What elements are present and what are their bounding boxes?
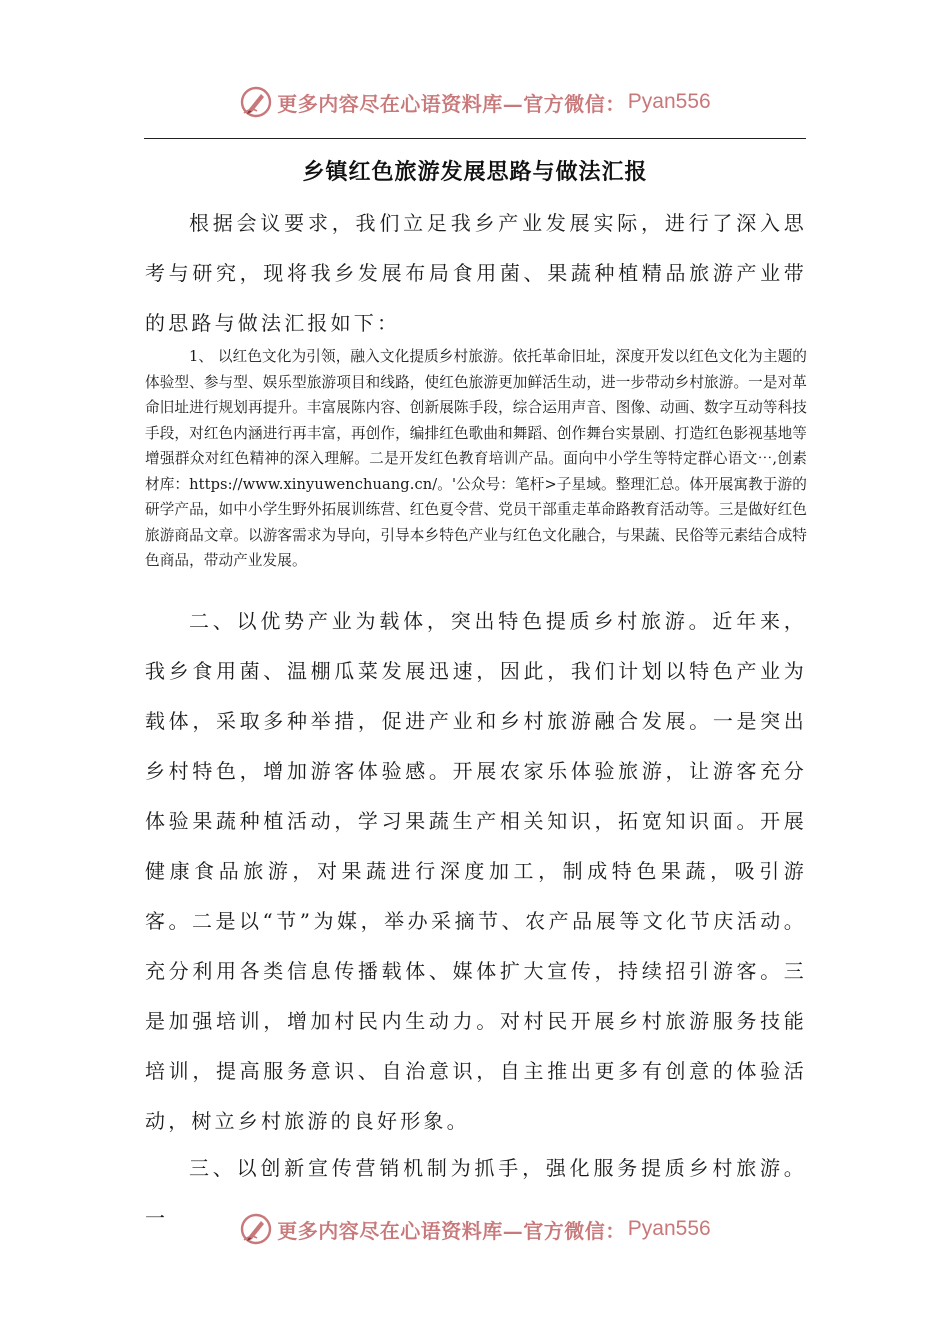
document-title: 乡镇红色旅游发展思路与做法汇报: [302, 159, 648, 185]
section-1-text: 以红色文化为引领，融入文化提质乡村旅游。依托革命旧址，深度开发以红色文化为主题的体验型、参与型、娱乐型旅游项目和线路，使红色旅游更加鲜活生动，进一步带动乡村旅游。一是对革命旧址进行规划再提升。丰富展陈内容、创新展陈手段，综合运用声音、图像、动画、数字互动等科技手段，对红色内涵进行再丰富，再创作，编排红色歌曲和舞蹈、创作舞台实景剧、打造红色影视基地等增强群众对红色精神的深入理解。二是开发红色教育培训产品。面向中小学生等特定群心语文⋯,创素材库：https://www.xinyuwenchuang.cn/。'公众号：笔杆>子星域。整理汇总。体开展寓教于游的研学产品，如中小学生野外拓展训练营、红色夏令营、党员干部重走革命路教育活动等。三是做好红色旅游商品文章。以游客需求为导向，引导本乡特色产业与红色文化融合，与果蔬、民俗等元素结合成特色商品，带动产业发展。: [145, 348, 807, 569]
banner-text: 更多内容尽在心语资料库—官方微信：: [277, 1218, 626, 1243]
section-2-paragraph: 二、以优势产业为载体，突出特色提质乡村旅游。近年来，我乡食用菌、温棚瓜菜发展迅速，因此，我们计划以特色产业为载体，采取多种举措，促进产业和乡村旅游融合发展。一是突出乡村特色，增加游客体验感。开展农家乐体验旅游，让游客充分体验果蔬种植活动，学习果蔬生产相关知识，拓宽知识面。开展健康食品旅游，对果蔬进行深度加工，制成特色果蔬，吸引游客。二是以“节”为媒，举办采摘节、农产品展等文化节庆活动。充分利用各类信息传播载体、媒体扩大宣传，持续招引游客。三是加强培训，增加村民内生动力。对村民开展乡村旅游服务技能培训，提高服务意识、自治意识，自主推出更多有创意的体验活动，树立乡村旅游的良好形象。: [145, 609, 807, 1133]
banner-text: 更多内容尽在心语资料库—官方微信：: [277, 91, 626, 116]
banner-wechat-id: Pyan556: [627, 90, 711, 113]
header-divider: [144, 138, 806, 139]
footer-watermark-banner: [0, 1209, 950, 1249]
header-watermark-banner: [0, 82, 950, 122]
section-3-paragraph: 三、以创新宣传营销机制为抓手，强化服务提质乡村旅游。一: [145, 1156, 807, 1230]
pen-logo-icon: [239, 85, 273, 119]
pen-logo-icon: [239, 1212, 273, 1246]
section-1-paragraph: [145, 344, 807, 574]
section-1-number: 1、: [189, 348, 214, 365]
intro-paragraph: 根据会议要求，我们立足我乡产业发展实际，进行了深入思考与研究，现将我乡发展布局食用菌、果蔬种植精品旅游产业带的思路与做法汇报如下：: [145, 211, 807, 335]
banner-wechat-id: Pyan556: [627, 1217, 711, 1240]
